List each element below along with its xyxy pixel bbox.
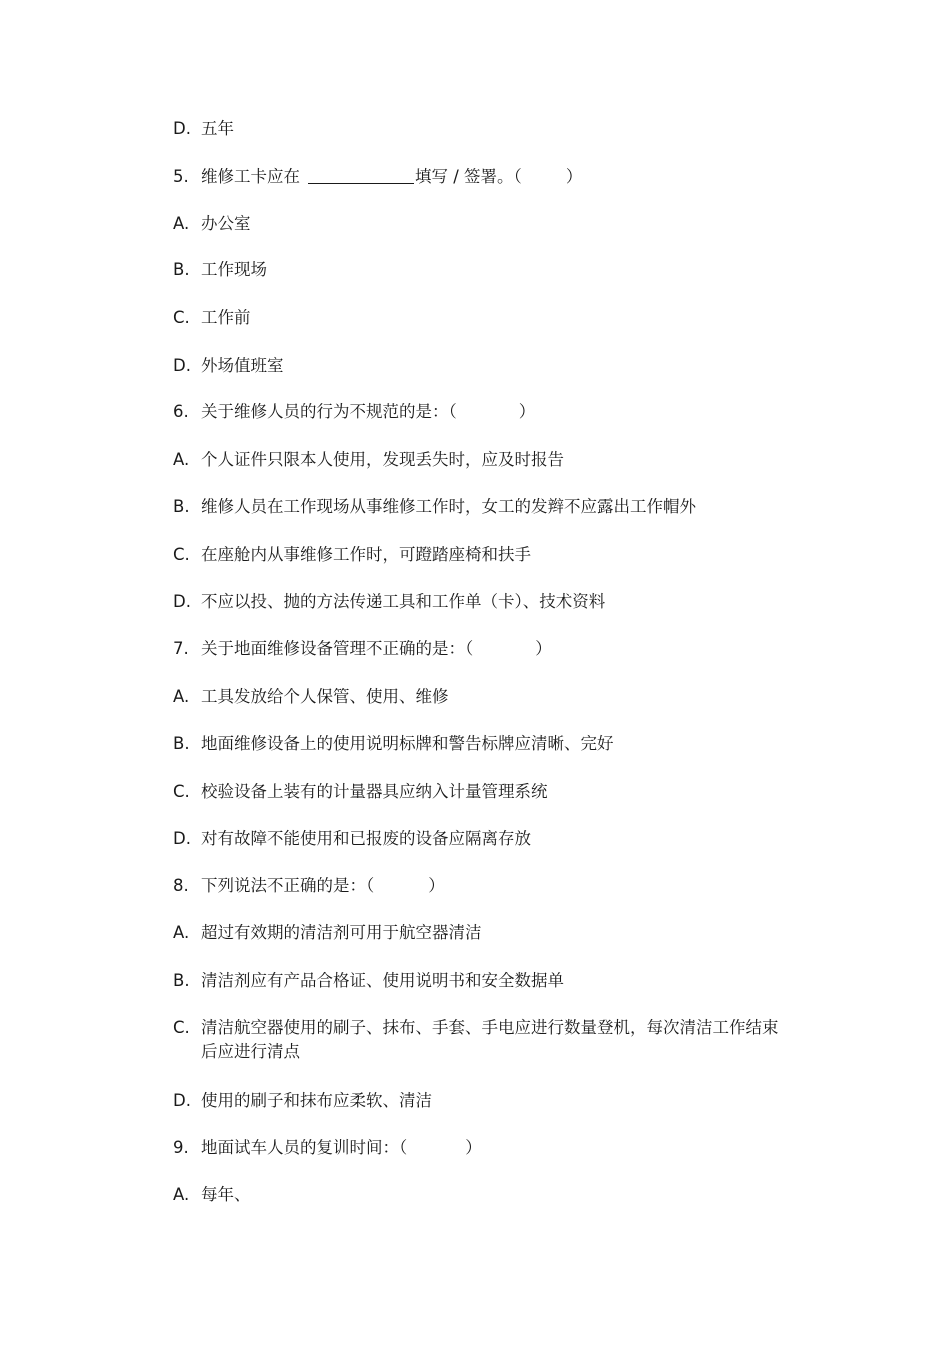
option-label: C. <box>173 308 190 327</box>
option-text: 校验设备上装有的计量器具应纳入计量管理系统 <box>201 782 548 801</box>
fill-in-blank[interactable] <box>308 167 414 184</box>
option-label: B. <box>173 497 190 516</box>
option-label: C. <box>173 1018 190 1037</box>
option-label: B. <box>173 260 190 279</box>
question-text-before: 维修工卡应在 <box>201 167 300 186</box>
option-label: D. <box>173 119 191 138</box>
option-text: 办公室 <box>201 214 251 233</box>
option-d-q8 <box>173 1089 793 1113</box>
option-b-q8 <box>173 969 793 993</box>
option-d-q6 <box>173 590 793 614</box>
question-9 <box>173 1136 793 1160</box>
option-text: 不应以投、抛的方法传递工具和工作单（卡）、技术资料 <box>201 592 606 611</box>
option-text: 对有故障不能使用和已报废的设备应隔离存放 <box>201 829 531 848</box>
question-6 <box>173 400 793 424</box>
option-text: 超过有效期的清洁剂可用于航空器清洁 <box>201 923 482 942</box>
option-text: 工作现场 <box>201 260 267 279</box>
option-c-q5 <box>173 306 793 330</box>
answer-paren-close: ） <box>428 876 445 895</box>
option-text: 在座舱内从事维修工作时，可蹬踏座椅和扶手 <box>201 545 531 564</box>
option-label: D. <box>173 356 191 375</box>
option-a-q9 <box>173 1183 793 1207</box>
option-d-q5 <box>173 354 793 378</box>
option-text: 工具发放给个人保管、使用、维修 <box>201 687 449 706</box>
option-a-q6 <box>173 448 793 472</box>
question-number: 5. <box>173 167 189 186</box>
option-label: A. <box>173 923 190 942</box>
answer-paren-close: ） <box>518 402 536 421</box>
option-text: 个人证件只限本人使用，发现丢失时，应及时报告 <box>201 450 564 469</box>
option-label: C. <box>173 545 190 564</box>
option-c-q8 <box>173 1016 793 1064</box>
option-a-q8 <box>173 921 793 945</box>
question-number: 8. <box>173 876 189 895</box>
option-text: 使用的刷子和抹布应柔软、清洁 <box>201 1091 432 1110</box>
option-label: D. <box>173 829 191 848</box>
answer-paren-close: ） <box>465 1138 482 1157</box>
option-text: 外场值班室 <box>201 356 284 375</box>
option-text: 每年、 <box>201 1185 251 1204</box>
question-number: 6. <box>173 402 189 421</box>
option-d-q4 <box>173 117 793 141</box>
option-c-q7 <box>173 780 793 804</box>
question-text: 地面试车人员的复训时间：（ <box>201 1138 408 1157</box>
option-label: D. <box>173 592 191 611</box>
question-text: 关于维修人员的行为不规范的是：（ <box>201 402 457 421</box>
question-text: 关于地面维修设备管理不正确的是：（ <box>201 639 474 658</box>
option-text: 清洁航空器使用的刷子、抹布、手套、手电应进行数量登机，每次清洁工作结束后应进行清点 <box>201 1018 779 1061</box>
option-label: B. <box>173 971 190 990</box>
option-text: 工作前 <box>201 308 251 327</box>
option-label: A. <box>173 214 190 233</box>
option-d-q7 <box>173 827 793 851</box>
option-label: C. <box>173 782 190 801</box>
option-label: D. <box>173 1091 191 1110</box>
question-7 <box>173 637 793 661</box>
option-label: A. <box>173 687 190 706</box>
answer-paren-close: ） <box>565 167 583 186</box>
option-text: 清洁剂应有产品合格证、使用说明书和安全数据单 <box>201 971 564 990</box>
question-8 <box>173 874 793 898</box>
option-label: A. <box>173 450 190 469</box>
option-label: A. <box>173 1185 190 1204</box>
option-text: 地面维修设备上的使用说明标牌和警告标牌应清晰、完好 <box>201 734 614 753</box>
question-text: 下列说法不正确的是：（ <box>201 876 375 895</box>
option-a-q5 <box>173 212 793 236</box>
question-text-after: 填写 / 签署。（ <box>415 167 522 186</box>
question-number: 9. <box>173 1138 189 1157</box>
option-text: 五年 <box>201 119 234 138</box>
option-text: 维修人员在工作现场从事维修工作时，女工的发辫不应露出工作帽外 <box>201 497 696 516</box>
question-number: 7. <box>173 639 189 658</box>
option-label: B. <box>173 734 190 753</box>
option-b-q6 <box>173 495 793 519</box>
option-c-q6 <box>173 543 793 567</box>
answer-paren-close: ） <box>535 639 552 658</box>
option-b-q5 <box>173 258 793 282</box>
option-b-q7 <box>173 732 793 756</box>
option-a-q7 <box>173 685 793 709</box>
question-5 <box>173 165 793 189</box>
